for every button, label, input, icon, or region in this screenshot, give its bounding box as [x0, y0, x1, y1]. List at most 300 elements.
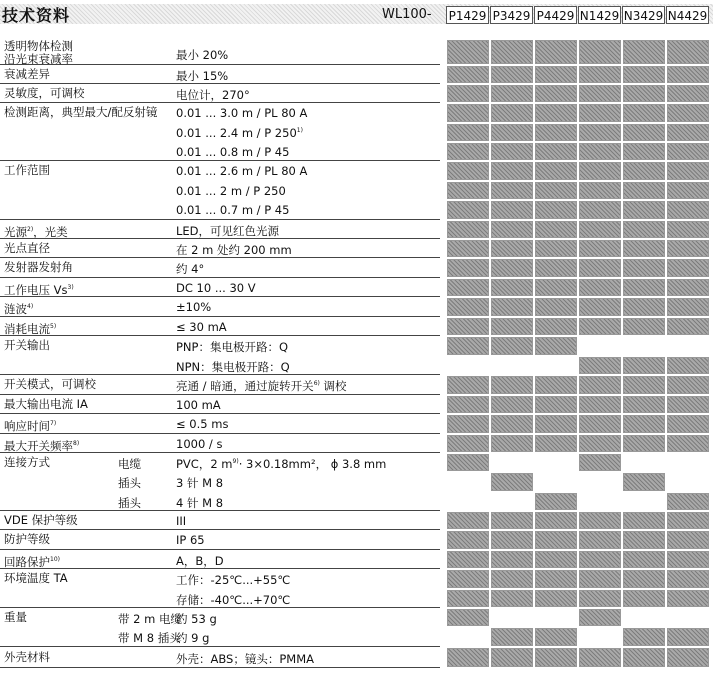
applicability-cell: [667, 648, 709, 667]
applicability-cell: [579, 259, 621, 277]
table-row: [0, 395, 713, 414]
table-row: [0, 356, 713, 375]
applicability-cell: [491, 570, 533, 588]
applicability-cell: [491, 318, 533, 335]
applicability-cell: [667, 240, 709, 257]
applicability-cell: [623, 435, 665, 452]
applicability-cell: [535, 512, 577, 529]
footnote-marker: 7): [50, 420, 57, 427]
value-text: 存储：-40℃...+70℃: [176, 592, 291, 607]
applicability-cell: [491, 531, 533, 549]
value-text: ≤ 0.5 ms: [176, 417, 229, 431]
applicability-cell: [667, 279, 709, 296]
row-value: [176, 145, 289, 159]
column-header: N4429: [666, 6, 709, 24]
applicability-cell: [623, 318, 665, 335]
value-text: ≤ 30 mA: [176, 319, 227, 334]
applicability-cell: [535, 85, 577, 102]
applicability-cell: [667, 357, 709, 374]
applicability-cell: [579, 162, 621, 180]
value-suffix: 调校: [319, 379, 347, 393]
applicability-cell: [491, 124, 533, 141]
row-sublabel: 插头: [118, 495, 141, 510]
row-value: [176, 437, 222, 451]
applicability-cell: [579, 85, 621, 102]
applicability-cell: [535, 318, 577, 335]
row-value: [176, 68, 228, 84]
applicability-cell: [447, 104, 489, 122]
applicability-cell: [491, 648, 533, 667]
applicability-cell: [535, 40, 577, 64]
value-suffix: · 3×0.18mm²， ϕ 3.8 mm: [238, 456, 387, 471]
footnote-marker: 9): [232, 457, 239, 465]
applicability-cell: [623, 531, 665, 549]
applicability-cell: [623, 648, 665, 667]
table-row: [0, 472, 713, 492]
applicability-cell: [447, 531, 489, 549]
table-row: [0, 123, 713, 142]
applicability-cell: [623, 570, 665, 588]
column-header: N1429: [578, 6, 621, 24]
applicability-cell: [535, 415, 577, 433]
row-divider: [0, 667, 440, 668]
applicability-cell: [667, 551, 709, 568]
applicability-cell: [667, 493, 709, 510]
footnote-marker: 4): [27, 303, 34, 310]
row-value: [176, 514, 186, 528]
applicability-cell: [535, 648, 577, 667]
value-text: PVC，2 m: [176, 456, 233, 471]
value-text: 约 53 g: [176, 611, 217, 626]
table-row: [0, 181, 713, 200]
row-label: 重量: [4, 609, 27, 624]
applicability-cell: [579, 40, 621, 64]
applicability-cell: [447, 66, 489, 83]
applicability-cell: [447, 240, 489, 257]
row-value: [176, 572, 290, 588]
applicability-cell: [623, 182, 665, 199]
table-row: [0, 258, 713, 278]
applicability-cell: [579, 590, 621, 607]
value-text: 100 mA: [176, 397, 221, 412]
row-label: 光点直径: [4, 240, 50, 255]
table-row: [0, 589, 713, 608]
row-value: [176, 456, 386, 472]
applicability-cell: [535, 531, 577, 549]
table-row: [0, 608, 713, 627]
footnote-marker: 3): [67, 283, 74, 291]
applicability-cell: [447, 512, 489, 529]
row-label: 发射器发射角: [4, 260, 73, 274]
applicability-cell: [667, 124, 709, 141]
applicability-cell: [579, 66, 621, 83]
table-row: [0, 336, 713, 356]
row-label: 消耗电流$^{5)}$: [4, 321, 57, 336]
applicability-cell: [667, 40, 709, 64]
value-text: III: [176, 513, 187, 528]
applicability-cell: [623, 259, 665, 277]
table-row: [0, 39, 713, 65]
applicability-cell: [667, 376, 709, 394]
row-label: 连接方式: [4, 454, 50, 469]
row-value: [176, 495, 223, 511]
applicability-cell: [447, 40, 489, 64]
applicability-cell: [579, 551, 621, 568]
applicability-cell: [447, 85, 489, 102]
applicability-cell: [535, 396, 577, 413]
applicability-cell: [535, 435, 577, 452]
row-sublabel: 插头: [118, 476, 141, 490]
applicability-cell: [447, 259, 489, 277]
applicability-cell: [491, 104, 533, 122]
applicability-cell: [491, 415, 533, 433]
applicability-cell: [535, 143, 577, 160]
column-header: N3429: [622, 6, 665, 24]
applicability-cell: [623, 66, 665, 83]
table-row: [0, 550, 713, 569]
applicability-cell: [535, 162, 577, 180]
value-text: PNP：集电极开路：Q: [176, 340, 289, 354]
applicability-cell: [667, 512, 709, 529]
footnote-marker: 10): [50, 555, 60, 563]
row-label: 最大输出电流 IA: [4, 396, 88, 411]
applicability-cell: [667, 85, 709, 102]
applicability-cell: [447, 143, 489, 160]
applicability-cell: [667, 531, 709, 549]
value-text: 0.01 ... 0.7 m / P 45: [176, 203, 290, 217]
applicability-cell: [623, 279, 665, 296]
applicability-cell: [491, 396, 533, 413]
applicability-cell: [491, 221, 533, 238]
row-label: 透明物体检测 沿光束衰减率: [4, 39, 73, 66]
value-text: 0.01 ... 0.8 m / P 45: [176, 144, 290, 159]
table-header: [0, 0, 713, 26]
applicability-cell: [447, 454, 489, 471]
value-text: 外壳：ABS；镜头：PMMA: [176, 651, 314, 666]
table-row: [0, 239, 713, 258]
row-value: [176, 553, 224, 569]
applicability-cell: [667, 221, 709, 238]
applicability-cell: [579, 396, 621, 413]
value-text: A，B，D: [176, 553, 224, 568]
value-text: 约 9 g: [176, 631, 210, 645]
row-value: [176, 164, 307, 178]
table-row: [0, 453, 713, 472]
applicability-cell: [623, 162, 665, 180]
applicability-cell: [667, 298, 709, 316]
applicability-cell: [535, 221, 577, 238]
applicability-cell: [535, 66, 577, 83]
table-row: [0, 220, 713, 239]
applicability-cell: [491, 337, 533, 355]
row-label: 开关输出: [4, 338, 50, 352]
applicability-cell: [535, 570, 577, 588]
table-row: [0, 200, 713, 220]
applicability-cell: [447, 648, 489, 667]
applicability-cell: [623, 104, 665, 122]
value-text: 电位计，270°: [176, 87, 250, 102]
applicability-cell: [579, 512, 621, 529]
footnote-marker: 2): [27, 225, 34, 233]
row-value: [176, 126, 303, 140]
applicability-cell: [579, 201, 621, 219]
column-header: P4429: [534, 6, 577, 24]
table-row: [0, 492, 713, 511]
applicability-cell: [623, 240, 665, 257]
row-value: [176, 475, 223, 491]
applicability-cell: [667, 590, 709, 607]
applicability-cell: [447, 221, 489, 238]
applicability-cell: [667, 628, 709, 646]
applicability-cell: [579, 182, 621, 199]
row-label: 回路保护$^{10)}$: [4, 554, 60, 569]
applicability-cell: [447, 182, 489, 199]
applicability-cell: [447, 318, 489, 335]
applicability-cell: [579, 279, 621, 296]
row-value: [176, 281, 256, 295]
applicability-cell: [447, 415, 489, 433]
applicability-cell: [623, 40, 665, 64]
column-header: P1429: [446, 6, 489, 24]
table-row: [0, 511, 713, 530]
footnote-marker: 6): [313, 380, 320, 388]
applicability-cell: [579, 454, 621, 471]
applicability-cell: [623, 376, 665, 394]
applicability-cell: [667, 318, 709, 335]
footnote-marker: 5): [50, 322, 57, 330]
table-row: [0, 142, 713, 161]
row-value: [176, 300, 211, 314]
row-label: 响应时间$^{7)}$: [4, 418, 57, 433]
row-value: [176, 106, 307, 120]
applicability-cell: [535, 279, 577, 296]
applicability-cell: [447, 201, 489, 219]
applicability-cell: [667, 396, 709, 413]
row-label: 涟波$^{4)}$: [4, 301, 34, 316]
applicability-cell: [667, 104, 709, 122]
applicability-cell: [623, 473, 665, 491]
table-row: [0, 375, 713, 395]
value-text: 在 2 m 处约 200 mm: [176, 242, 292, 257]
applicability-cell: [667, 66, 709, 83]
applicability-cell: [491, 551, 533, 568]
applicability-cell: [447, 609, 489, 626]
value-text: NPN：集电极开路：Q: [176, 359, 290, 374]
model-prefix: WL100-: [382, 7, 432, 22]
applicability-cell: [535, 298, 577, 316]
value-text: 最小 15%: [176, 68, 229, 83]
applicability-cell: [667, 143, 709, 160]
applicability-cell: [447, 124, 489, 141]
table-row: [0, 161, 713, 181]
applicability-cell: [491, 85, 533, 102]
table-row: [0, 647, 713, 668]
applicability-cell: [623, 143, 665, 160]
applicability-cell: [579, 648, 621, 667]
applicability-cell: [579, 318, 621, 335]
applicability-cell: [579, 104, 621, 122]
value-text: 亮通 / 暗通，通过旋转开关: [176, 379, 314, 393]
row-value: [176, 184, 286, 198]
row-sublabel: 带 2 m 电缆: [118, 611, 182, 626]
applicability-cell: [447, 435, 489, 452]
row-value: [176, 47, 228, 63]
applicability-cell: [491, 162, 533, 180]
table-row: [0, 278, 713, 297]
row-value: [176, 203, 289, 217]
applicability-cell: [535, 104, 577, 122]
value-text: 1000 / s: [176, 436, 223, 451]
applicability-cell: [579, 609, 621, 626]
value-text: ±10%: [176, 300, 212, 314]
row-value: [176, 87, 250, 103]
table-row: [0, 569, 713, 589]
applicability-cell: [623, 124, 665, 141]
applicability-cell: [667, 182, 709, 199]
row-value: [176, 320, 227, 334]
applicability-cell: [491, 376, 533, 394]
row-label: 光源$^{2)}$，光类: [4, 224, 68, 239]
applicability-cell: [579, 240, 621, 257]
value-text: 3 针 M 8: [176, 476, 224, 490]
column-header: P3429: [490, 6, 533, 24]
applicability-cell: [623, 415, 665, 433]
applicability-cell: [579, 376, 621, 394]
applicability-cell: [623, 628, 665, 646]
applicability-cell: [535, 590, 577, 607]
applicability-cell: [447, 570, 489, 588]
table-row: [0, 65, 713, 84]
applicability-cell: [535, 182, 577, 199]
row-value: [176, 533, 205, 547]
applicability-cell: [579, 221, 621, 238]
row-sublabel: 带 M 8 插头: [118, 631, 181, 645]
applicability-cell: [447, 396, 489, 413]
applicability-cell: [579, 124, 621, 141]
applicability-cell: [535, 124, 577, 141]
applicability-cell: [623, 551, 665, 568]
table-row: [0, 434, 713, 453]
applicability-cell: [667, 415, 709, 433]
applicability-cell: [535, 259, 577, 277]
applicability-cell: [491, 143, 533, 160]
row-value: [176, 261, 204, 277]
value-text: DC 10 ... 30 V: [176, 280, 256, 295]
applicability-cell: [579, 357, 621, 374]
row-value: [176, 611, 217, 627]
applicability-cell: [535, 628, 577, 646]
applicability-cell: [623, 512, 665, 529]
applicability-cell: [623, 357, 665, 374]
applicability-cell: [491, 298, 533, 316]
table-row: [0, 317, 713, 336]
table-row: [0, 297, 713, 317]
table-row: [0, 414, 713, 434]
applicability-cell: [623, 221, 665, 238]
applicability-cell: [623, 85, 665, 102]
applicability-cell: [579, 531, 621, 549]
applicability-cell: [447, 590, 489, 607]
applicability-cell: [491, 182, 533, 199]
row-label: 最大开关频率$^{8)}$: [4, 438, 80, 453]
row-label-suffix: ，光类: [33, 224, 68, 239]
footnote-marker: 8): [73, 439, 80, 447]
applicability-cell: [447, 337, 489, 355]
applicability-cell: [535, 551, 577, 568]
row-value: [176, 378, 347, 394]
applicability-cell: [623, 590, 665, 607]
row-sublabel: 电缆: [118, 456, 141, 471]
applicability-cell: [535, 240, 577, 257]
row-label: 灵敏度，可调校: [4, 85, 85, 100]
row-value: [176, 417, 228, 431]
row-label: 外壳材料: [4, 649, 50, 664]
table-row: [0, 627, 713, 647]
row-label: VDE 保护等级: [4, 512, 78, 527]
row-value: [176, 223, 279, 239]
row-label: 工作电压 Vs$^{3)}$: [4, 282, 74, 297]
row-value: [176, 592, 290, 608]
applicability-cell: [579, 143, 621, 160]
value-text: 0.01 ... 2.4 m / P 250: [176, 125, 297, 140]
applicability-cell: [491, 40, 533, 64]
applicability-cell: [447, 162, 489, 180]
row-label: 工作范围: [4, 163, 50, 177]
applicability-cell: [623, 201, 665, 219]
value-text: IP 65: [176, 533, 205, 547]
value-text: 0.01 ... 2.6 m / PL 80 A: [176, 164, 308, 178]
applicability-cell: [491, 628, 533, 646]
applicability-cell: [491, 279, 533, 296]
table-row: [0, 103, 713, 123]
applicability-cell: [447, 298, 489, 316]
page-title: 技术资料: [2, 6, 71, 25]
applicability-cell: [491, 201, 533, 219]
applicability-cell: [491, 473, 533, 491]
value-text: 工作：-25℃...+55℃: [176, 573, 291, 587]
value-text: 0.01 ... 3.0 m / PL 80 A: [176, 106, 308, 120]
applicability-cell: [667, 201, 709, 219]
row-value: [176, 398, 221, 412]
applicability-cell: [447, 551, 489, 568]
value-text: 约 4°: [176, 262, 205, 276]
value-text: 4 针 M 8: [176, 495, 224, 510]
applicability-cell: [491, 512, 533, 529]
applicability-cell: [623, 396, 665, 413]
applicability-cell: [491, 259, 533, 277]
applicability-cell: [491, 590, 533, 607]
applicability-cell: [491, 240, 533, 257]
applicability-cell: [491, 66, 533, 83]
row-label: 环境温度 TA: [4, 571, 68, 585]
row-label: 衰减差异: [4, 66, 50, 81]
applicability-cell: [535, 493, 577, 510]
applicability-cell: [579, 570, 621, 588]
row-value: [176, 359, 290, 375]
applicability-cell: [623, 298, 665, 316]
row-label: 防护等级: [4, 532, 50, 546]
value-text: LED，可见红色光源: [176, 223, 280, 238]
row-value: [176, 242, 292, 258]
row-label: 检测距离，典型最大/配反射镜: [4, 105, 158, 119]
table-row: [0, 84, 713, 103]
applicability-cell: [535, 337, 577, 355]
row-value: [176, 339, 288, 355]
row-label: 开关模式，可调校: [4, 377, 96, 391]
value-text: 0.01 ... 2 m / P 250: [176, 183, 286, 198]
applicability-cell: [579, 435, 621, 452]
applicability-cell: [667, 570, 709, 588]
